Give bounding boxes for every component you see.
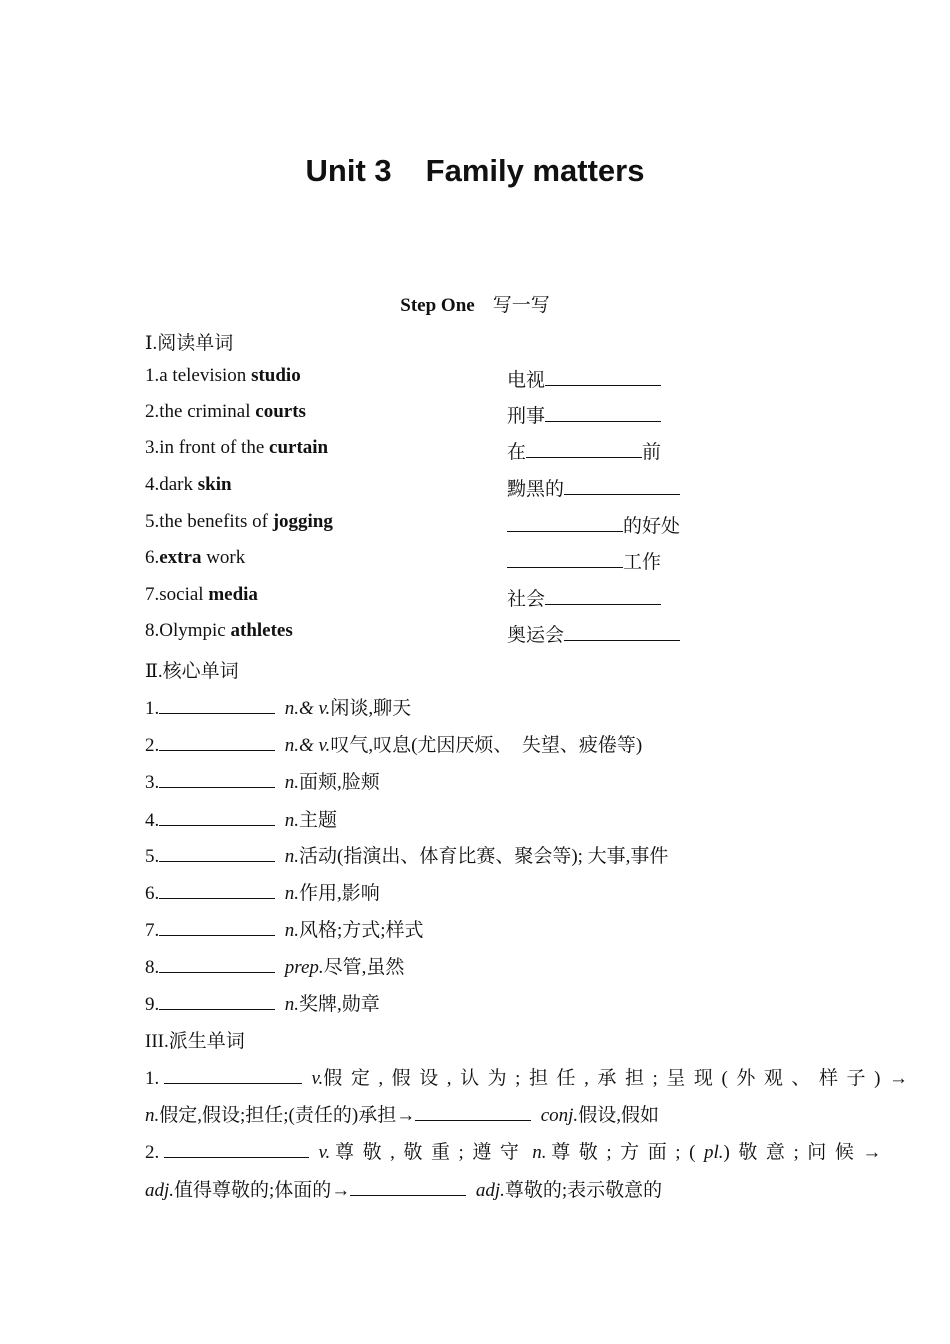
core-word-item: 9. n.奖牌,勋章 — [145, 989, 825, 1015]
core-word-item: 3. n.面颊,脸颊 — [145, 767, 825, 793]
answer-blank[interactable] — [545, 402, 661, 422]
answer-blank[interactable] — [159, 842, 275, 862]
answer-blank[interactable] — [564, 621, 680, 641]
answer-blank[interactable] — [545, 366, 661, 386]
answer-blank[interactable] — [159, 879, 275, 899]
unit-topic: Family matters — [425, 153, 645, 188]
unit-label: Unit 3 — [305, 153, 392, 188]
core-word-item: 2. n.& v.叹气,叹息(尤因厌烦、 失望、疲倦等) — [145, 730, 825, 756]
reading-item: 8.Olympic athletes 奥运会 — [145, 620, 825, 646]
answer-blank[interactable] — [159, 990, 275, 1010]
reading-item: 1.a television studio 电视 — [145, 365, 825, 391]
section2-heading: Ⅱ.核心单词 — [145, 661, 239, 682]
core-word-item: 6. n.作用,影响 — [145, 878, 825, 904]
core-word-item: 5. n.活动(指演出、体育比赛、聚会等); 大事,事件 — [145, 841, 825, 867]
derived-item-2-line2: adj.值得尊敬的;体面的→ adj.尊敬的;表示敬意的 — [145, 1175, 825, 1201]
step-heading — [0, 290, 950, 317]
reading-item: 4.dark skin 黝黑的 — [145, 474, 825, 500]
core-word-item: 8. prep.尽管,虽然 — [145, 952, 825, 978]
answer-blank[interactable] — [526, 438, 642, 458]
reading-item: 2.the criminal courts 刑事 — [145, 401, 825, 427]
answer-blank[interactable] — [164, 1064, 302, 1084]
reading-item: 3.in front of the curtain 在 前 — [145, 437, 662, 463]
reading-item: 7.social media 社会 — [145, 584, 825, 610]
step-cn: 写一写 — [492, 295, 550, 316]
section1-heading: Ⅰ.阅读单词 — [145, 333, 234, 354]
derived-item-1-line2: n.假定,假设;担任;(责任的)承担→ conj.假设,假如 — [145, 1100, 825, 1126]
page-title — [0, 153, 950, 189]
core-word-item: 4. n.主题 — [145, 805, 825, 831]
answer-blank[interactable] — [350, 1176, 466, 1196]
answer-blank[interactable] — [159, 731, 275, 751]
answer-blank[interactable] — [159, 694, 275, 714]
reading-item: 5.the benefits of jogging 的好处 — [145, 511, 681, 537]
answer-blank[interactable] — [159, 916, 275, 936]
answer-blank[interactable] — [415, 1101, 531, 1121]
answer-blank[interactable] — [159, 953, 275, 973]
derived-item-1-line1: 1. v.假定,假设,认为;担任,承担;呈现(外观、样子)→ — [145, 1063, 805, 1090]
step-label: Step One — [400, 295, 475, 316]
answer-blank[interactable] — [159, 768, 275, 788]
core-word-item: 7. n.风格;方式;样式 — [145, 915, 825, 941]
derived-item-2-line1: 2. v. 尊敬,敬重;遵守 n. 尊敬;方面;(pl.)敬意;问候→ — [145, 1137, 805, 1164]
answer-blank[interactable] — [159, 806, 275, 826]
answer-blank[interactable] — [507, 512, 623, 532]
answer-blank[interactable] — [164, 1138, 309, 1158]
answer-blank[interactable] — [507, 548, 623, 568]
answer-blank[interactable] — [545, 585, 661, 605]
core-word-item: 1. n.& v.闲谈,聊天 — [145, 693, 825, 719]
section3-heading: III.派生单词 — [145, 1031, 245, 1052]
answer-blank[interactable] — [564, 475, 680, 495]
reading-item: 6.extra work 工作 — [145, 547, 662, 573]
